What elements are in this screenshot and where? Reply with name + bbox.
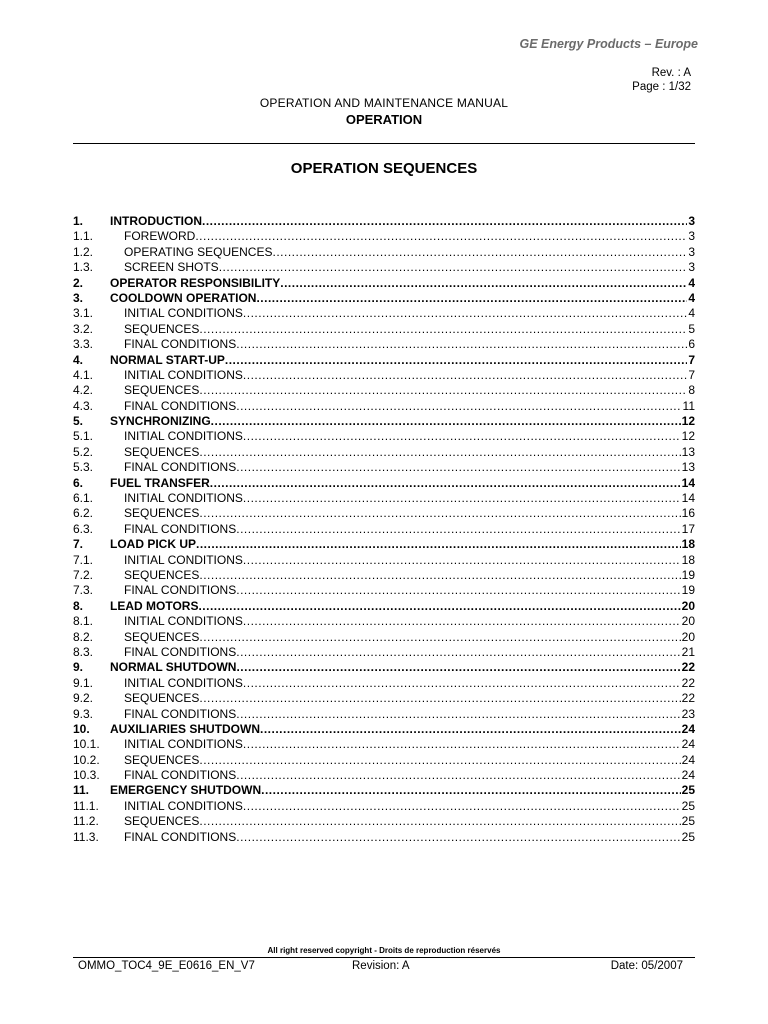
toc-entry[interactable] xyxy=(73,368,695,383)
toc-entry-title: COOLDOWN OPERATION xyxy=(110,290,257,305)
toc-entry-title: FINAL CONDITIONS xyxy=(124,521,237,536)
toc-dot-leader xyxy=(236,768,680,783)
toc-entry-page: 19 xyxy=(681,583,695,598)
toc-entry-number: 5. xyxy=(73,414,84,429)
toc-dot-leader xyxy=(243,368,687,383)
toc-entry-title: SCREEN SHOTS xyxy=(124,260,219,275)
toc-dot-leader xyxy=(196,537,681,552)
toc-entry-page: 3 xyxy=(688,214,695,228)
toc-dot-leader xyxy=(211,414,681,429)
toc-dot-leader xyxy=(199,445,680,460)
toc-entry-page: 11 xyxy=(682,398,695,413)
toc-entry-page: 3 xyxy=(688,229,695,244)
toc-entry-page: 24 xyxy=(681,768,695,783)
toc-entry-page: 20 xyxy=(681,614,695,629)
toc-entry-number: 9.2. xyxy=(73,691,94,706)
toc-entry-page: 8 xyxy=(688,383,695,398)
toc-dot-leader xyxy=(236,522,680,537)
toc-dot-leader xyxy=(210,476,681,491)
toc-dot-leader xyxy=(243,614,681,629)
toc-entry-page: 6 xyxy=(688,337,695,352)
toc-entry[interactable] xyxy=(73,568,695,583)
toc-entry-number: 1.3. xyxy=(73,260,94,275)
toc-entry-page: 18 xyxy=(681,537,695,552)
toc-entry-title: SEQUENCES xyxy=(124,814,200,829)
toc-entry-title: EMERGENCY SHUTDOWN xyxy=(110,783,262,798)
toc-entry-title: FOREWORD xyxy=(124,229,196,244)
toc-entry-page: 22 xyxy=(681,675,695,690)
toc-entry-page: 25 xyxy=(681,798,695,813)
toc-entry-page: 19 xyxy=(681,567,695,582)
section-title: OPERATION xyxy=(345,112,423,127)
toc-dot-leader xyxy=(236,707,680,722)
toc-entry[interactable] xyxy=(73,814,695,829)
toc-entry[interactable] xyxy=(73,830,695,845)
toc-entry-number: 9. xyxy=(73,660,84,675)
toc-entry-title: NORMAL SHUTDOWN xyxy=(110,660,237,675)
toc-dot-leader xyxy=(225,353,687,368)
toc-entry[interactable] xyxy=(73,691,695,706)
toc-dot-leader xyxy=(199,630,680,645)
manual-title: OPERATION AND MAINTENANCE MANUAL xyxy=(259,96,509,110)
toc-entry-title: SEQUENCES xyxy=(124,383,200,398)
toc-entry-title: FINAL CONDITIONS xyxy=(124,644,237,659)
toc-entry-number: 10.3. xyxy=(73,768,100,783)
toc-entry[interactable] xyxy=(73,783,695,798)
toc-entry-page: 23 xyxy=(681,706,695,721)
toc-entry-number: 11. xyxy=(73,783,90,798)
toc-entry-page: 5 xyxy=(688,321,695,336)
toc-entry[interactable] xyxy=(73,599,695,614)
toc-entry-page: 25 xyxy=(681,829,695,844)
toc-entry-title: SEQUENCES xyxy=(124,321,200,336)
toc-entry-number: 4.1. xyxy=(73,367,94,382)
toc-entry[interactable] xyxy=(73,429,695,444)
toc-entry[interactable] xyxy=(73,737,695,752)
toc-dot-leader xyxy=(243,553,681,568)
toc-entry-title: INITIAL CONDITIONS xyxy=(124,367,243,382)
toc-entry[interactable] xyxy=(73,753,695,768)
toc-entry-number: 10.1. xyxy=(73,737,100,752)
toc-entry-page: 20 xyxy=(681,629,695,644)
toc-entry-title: INITIAL CONDITIONS xyxy=(124,491,243,506)
toc-entry[interactable] xyxy=(73,399,695,414)
toc-entry-number: 2. xyxy=(73,275,84,290)
toc-entry-page: 22 xyxy=(681,691,695,706)
toc-entry-number: 5.2. xyxy=(73,444,94,459)
toc-entry-title: INITIAL CONDITIONS xyxy=(124,737,243,752)
toc-dot-leader xyxy=(260,722,681,737)
revision-label: Rev. : A xyxy=(651,67,691,79)
toc-entry[interactable] xyxy=(73,660,695,675)
toc-entry-title: INITIAL CONDITIONS xyxy=(124,798,243,813)
toc-entry-title: SEQUENCES xyxy=(124,691,200,706)
toc-dot-leader xyxy=(243,737,681,752)
toc-entry-number: 7. xyxy=(73,537,84,552)
toc-dot-leader xyxy=(236,460,680,475)
toc-entry-page: 12 xyxy=(681,414,695,429)
toc-entry[interactable] xyxy=(73,291,695,306)
toc-entry-number: 8. xyxy=(73,598,84,613)
toc-entry-page: 4 xyxy=(688,290,695,305)
toc-entry-title: INITIAL CONDITIONS xyxy=(124,552,243,567)
toc-entry-number: 10. xyxy=(73,721,90,736)
toc-entry[interactable] xyxy=(73,460,695,475)
toc-dot-leader xyxy=(202,214,687,229)
toc-dot-leader xyxy=(256,291,687,306)
toc-dot-leader xyxy=(243,676,681,691)
toc-entry-page: 25 xyxy=(681,814,695,829)
toc-entry[interactable] xyxy=(73,414,695,429)
toc-dot-leader xyxy=(236,583,680,598)
toc-dot-leader xyxy=(261,783,681,798)
toc-entry-number: 7.2. xyxy=(73,567,94,582)
page-number: Page : 1/32 xyxy=(632,81,691,93)
toc-entry[interactable] xyxy=(73,214,695,229)
footer-revision: Revision: A xyxy=(352,960,410,972)
toc-entry-page: 18 xyxy=(681,552,695,567)
toc-entry-title: FINAL CONDITIONS xyxy=(124,768,237,783)
toc-entry-number: 9.1. xyxy=(73,675,94,690)
toc-entry-number: 4. xyxy=(73,352,84,367)
toc-entry-number: 5.1. xyxy=(73,429,94,444)
toc-entry[interactable] xyxy=(73,245,695,260)
toc-entry-title: SEQUENCES xyxy=(124,752,200,767)
toc-entry-page: 24 xyxy=(681,752,695,767)
toc-entry-page: 21 xyxy=(681,644,695,659)
toc-entry-title: OPERATING SEQUENCES xyxy=(124,244,273,259)
toc-entry[interactable] xyxy=(73,676,695,691)
toc-entry[interactable] xyxy=(73,614,695,629)
toc-entry[interactable] xyxy=(73,799,695,814)
toc-entry-number: 1.1. xyxy=(73,229,94,244)
toc-entry-title: FINAL CONDITIONS xyxy=(124,337,237,352)
toc-entry-page: 7 xyxy=(688,352,695,367)
toc-entry-title: INITIAL CONDITIONS xyxy=(124,306,243,321)
toc-entry-title: FINAL CONDITIONS xyxy=(124,706,237,721)
toc-entry-number: 7.3. xyxy=(73,583,94,598)
toc-entry-page: 25 xyxy=(681,783,695,798)
toc-entry[interactable] xyxy=(73,722,695,737)
toc-dot-leader xyxy=(198,599,680,614)
toc-entry-number: 4.3. xyxy=(73,398,94,413)
toc-entry-page: 14 xyxy=(681,475,695,490)
toc-entry-page: 17 xyxy=(681,521,695,536)
toc-entry-number: 6.2. xyxy=(73,506,94,521)
toc-entry[interactable] xyxy=(73,537,695,552)
footer-date: Date: 05/2007 xyxy=(610,960,683,972)
toc-entry[interactable] xyxy=(73,645,695,660)
toc-entry[interactable] xyxy=(73,553,695,568)
toc-entry[interactable] xyxy=(73,337,695,352)
toc-entry-title: FINAL CONDITIONS xyxy=(124,829,237,844)
toc-entry[interactable] xyxy=(73,491,695,506)
toc-entry-title: INITIAL CONDITIONS xyxy=(124,614,243,629)
copyright-notice: All right reserved copyright - Droits de reproduction réservés xyxy=(267,946,501,955)
toc-entry-page: 4 xyxy=(688,306,695,321)
toc-entry-page: 20 xyxy=(681,598,695,613)
footer-doc-code: OMMO_TOC4_9E_E0616_EN_V7 xyxy=(78,960,255,972)
toc-dot-leader xyxy=(199,814,680,829)
toc-entry-number: 5.3. xyxy=(73,460,94,475)
toc-entry-title: LOAD PICK UP xyxy=(110,537,197,552)
toc-entry-title: AUXILIARIES SHUTDOWN xyxy=(110,721,260,736)
toc-dot-leader xyxy=(236,830,680,845)
toc-entry-page: 13 xyxy=(681,444,695,459)
toc-entry-number: 3. xyxy=(73,290,84,305)
toc-dot-leader xyxy=(280,276,687,291)
toc-entry-page: 13 xyxy=(681,460,695,475)
toc-entry-number: 1. xyxy=(73,214,84,228)
toc-entry-number: 6.1. xyxy=(73,491,94,506)
toc-entry-number: 8.3. xyxy=(73,644,94,659)
toc-dot-leader xyxy=(195,229,687,244)
toc-entry-title: LEAD MOTORS xyxy=(110,598,199,613)
toc-entry-page: 3 xyxy=(688,260,695,275)
toc-entry[interactable] xyxy=(73,322,695,337)
toc-entry[interactable] xyxy=(73,276,695,291)
toc-entry-title: OPERATOR RESPONSIBILITY xyxy=(110,275,281,290)
toc-dot-leader xyxy=(236,645,680,660)
toc-entry[interactable] xyxy=(73,768,695,783)
toc-entry-title: SEQUENCES xyxy=(124,444,200,459)
toc-entry[interactable] xyxy=(73,306,695,321)
toc-entry[interactable] xyxy=(73,707,695,722)
toc-entry-page: 24 xyxy=(681,721,695,736)
toc-entry-title: FUEL TRANSFER xyxy=(110,475,210,490)
toc-entry-title: INTRODUCTION xyxy=(110,214,202,228)
toc-entry-page: 16 xyxy=(681,506,695,521)
toc-dot-leader xyxy=(199,383,687,398)
toc-entry-title: FINAL CONDITIONS xyxy=(124,460,237,475)
toc-entry-title: FINAL CONDITIONS xyxy=(124,398,237,413)
document-title: OPERATION SEQUENCES xyxy=(290,160,478,177)
toc-entry-number: 11.3. xyxy=(73,829,99,844)
toc-dot-leader xyxy=(199,753,680,768)
toc-entry-number: 8.1. xyxy=(73,614,94,629)
toc-dot-leader xyxy=(243,799,681,814)
toc-entry[interactable] xyxy=(73,229,695,244)
toc-entry-title: SEQUENCES xyxy=(124,567,200,582)
toc-entry[interactable] xyxy=(73,445,695,460)
toc-entry-number: 1.2. xyxy=(73,244,94,259)
toc-entry-page: 14 xyxy=(681,491,695,506)
footer-divider xyxy=(73,957,695,958)
toc-dot-leader xyxy=(236,660,680,675)
toc-dot-leader xyxy=(243,429,681,444)
toc-entry[interactable] xyxy=(73,353,695,368)
toc-entry-number: 6.3. xyxy=(73,521,94,536)
toc-entry-number: 11.1. xyxy=(73,798,99,813)
toc-dot-leader xyxy=(199,322,687,337)
toc-entry[interactable] xyxy=(73,522,695,537)
toc-entry-number: 7.1. xyxy=(73,552,94,567)
toc-entry-number: 3.1. xyxy=(73,306,94,321)
toc-dot-leader xyxy=(199,568,680,583)
toc-entry-title: INITIAL CONDITIONS xyxy=(124,429,243,444)
toc-entry[interactable] xyxy=(73,583,695,598)
toc-dot-leader xyxy=(243,491,681,506)
toc-dot-leader xyxy=(236,337,687,352)
toc-dot-leader xyxy=(236,399,681,414)
toc-dot-leader xyxy=(199,506,680,521)
toc-entry-page: 22 xyxy=(681,660,695,675)
toc-entry-title: SYNCHRONIZING xyxy=(110,414,211,429)
toc-entry-number: 8.2. xyxy=(73,629,94,644)
toc-entry-title: INITIAL CONDITIONS xyxy=(124,675,243,690)
toc-entry-number: 11.2. xyxy=(73,814,99,829)
toc-entry-title: FINAL CONDITIONS xyxy=(124,583,237,598)
toc-entry-title: SEQUENCES xyxy=(124,629,200,644)
toc-dot-leader xyxy=(243,306,687,321)
toc-entry-page: 3 xyxy=(688,244,695,259)
toc-dot-leader xyxy=(199,691,680,706)
toc-dot-leader xyxy=(219,260,688,275)
header-divider xyxy=(73,143,695,144)
toc-entry[interactable] xyxy=(73,476,695,491)
toc-entry-number: 3.2. xyxy=(73,321,94,336)
toc-entry-page: 4 xyxy=(688,275,695,290)
table-of-contents xyxy=(73,214,695,845)
toc-entry-number: 9.3. xyxy=(73,706,94,721)
toc-entry[interactable] xyxy=(73,506,695,521)
toc-entry-number: 3.3. xyxy=(73,337,94,352)
toc-entry-number: 4.2. xyxy=(73,383,94,398)
toc-dot-leader xyxy=(272,245,687,260)
toc-entry[interactable] xyxy=(73,260,695,275)
toc-entry-title: NORMAL START-UP xyxy=(110,352,225,367)
toc-entry-page: 12 xyxy=(681,429,695,444)
toc-entry[interactable] xyxy=(73,383,695,398)
toc-entry-page: 24 xyxy=(681,737,695,752)
toc-entry-title: SEQUENCES xyxy=(124,506,200,521)
toc-entry-number: 6. xyxy=(73,475,84,490)
toc-entry[interactable] xyxy=(73,630,695,645)
company-name: GE Energy Products – Europe xyxy=(519,37,698,51)
toc-entry-number: 10.2. xyxy=(73,752,100,767)
toc-entry-page: 7 xyxy=(688,367,695,382)
